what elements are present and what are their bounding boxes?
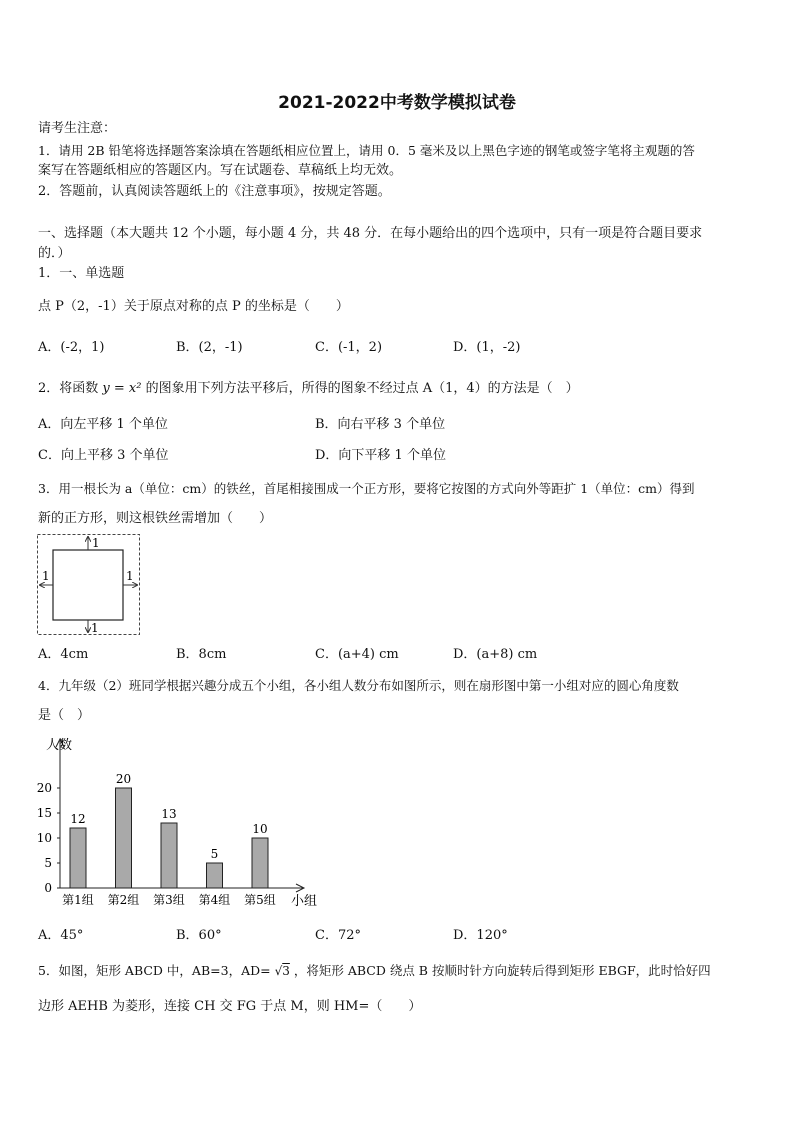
q5-sqrt: √3 (274, 964, 290, 978)
y-tick-label: 5 (44, 856, 52, 870)
q5-sqrt-value: 3 (282, 964, 290, 978)
bar (161, 823, 177, 888)
x-tick-label: 第4组 (198, 893, 231, 907)
bar-value-label: 13 (161, 807, 177, 821)
q1-number: 1．一、单选题 (38, 266, 125, 281)
q3-option-b: B．8cm (176, 647, 227, 662)
q4-option-b: B．60° (176, 928, 222, 943)
q2-option-a: A．向左平移 1 个单位 (38, 417, 168, 432)
q3-option-a: A．4cm (38, 647, 89, 662)
y-tick-label: 15 (36, 806, 52, 820)
q4-stem-line-1: 4．九年级（2）班同学根据兴趣分成五个小组，各小组人数分布如图所示，则在扇形图中第一小组对应的圆心角度数 (38, 678, 679, 693)
bar (207, 863, 223, 888)
bar (116, 788, 132, 888)
y-tick-label: 0 (44, 881, 52, 895)
q4-option-d: D．120° (453, 928, 508, 943)
q3-stem-line-1: 3．用一根长为 a（单位：cm）的铁丝，首尾相接围成一个正方形，要将它按图的方式向外等距扩 1（单位：cm）得到 (38, 481, 695, 496)
section-header-line-2: 的．） (38, 246, 71, 261)
q1-option-b: B．(2，-1) (176, 340, 243, 355)
bar (70, 828, 86, 888)
square-expansion-diagram (36, 533, 142, 637)
q4-option-c: C．72° (315, 928, 361, 943)
section-header-line-1: 一、选择题（本大题共 12 个小题，每小题 4 分，共 48 分．在每小题给出的四个选项中，只有一项是符合题目要求 (38, 226, 703, 241)
label-right: 1 (126, 569, 134, 583)
q2-option-b: B．向右平移 3 个单位 (315, 417, 446, 432)
q4-stem-line-2: 是（ ） (38, 708, 91, 723)
page-title: 2021-2022中考数学模拟试卷 (278, 93, 516, 113)
y-tick-label: 10 (36, 831, 52, 845)
q5-stem-line-1 (38, 962, 711, 980)
q2-stem-suffix: 的图象用下列方法平移后，所得的图象不经过点 A（1，4）的方法是（ ） (145, 381, 579, 396)
x-tick-label: 第5组 (244, 893, 276, 907)
bar-value-label: 20 (115, 772, 132, 786)
x-tick-label: 第1组 (62, 893, 94, 907)
q3-option-c: C．(a+4) cm (315, 647, 399, 662)
q1-stem: 点 P（2，-1）关于原点对称的点 P 的坐标是（ ） (38, 299, 349, 314)
x-tick-label: 第3组 (153, 893, 185, 907)
q5-stem-pre: 5．如图，矩形 ABCD 中，AB=3，AD= (38, 963, 271, 978)
q2-stem (38, 380, 579, 398)
q2-option-c: C．向上平移 3 个单位 (38, 448, 169, 463)
bar-value-label: 12 (70, 812, 86, 826)
bar-value-label: 10 (252, 822, 268, 836)
q5-stem-post: ，将矩形 ABCD 绕点 B 按顺时针方向旋转后得到矩形 EBGF，此时恰好四 (293, 963, 711, 978)
bar-value-label: 5 (210, 847, 219, 861)
q2-formula: y = x² (102, 381, 142, 396)
q3-stem-line-2: 新的正方形，则这根铁丝需增加（ ） (38, 511, 273, 526)
q1-option-d: D．(1，-2) (453, 340, 521, 355)
q1-option-c: C．(-1，2) (315, 340, 383, 355)
q3-option-d: D．(a+8) cm (453, 647, 538, 662)
q1-option-a: A．(-2，1) (38, 340, 105, 355)
y-axis-label: 人数 (46, 738, 73, 753)
group-bar-chart (32, 733, 332, 913)
notice-heading: 请考生注意： (38, 121, 117, 136)
q5-stem-line-2: 边形 AEHB 为菱形，连接 CH 交 FG 于点 M，则 HM=（ ） (38, 999, 422, 1014)
q2-stem-prefix: 2．将函数 (38, 381, 99, 396)
inner-square (53, 550, 123, 620)
label-bottom: 1 (91, 621, 99, 635)
x-tick-label: 第2组 (107, 893, 140, 907)
x-axis-label: 小组 (291, 894, 318, 909)
notice-item-1-line-2: 案写在答题纸相应的答题区内。写在试题卷、草稿纸上均无效。 (38, 163, 403, 178)
notice-item-2: 2．答题前，认真阅读答题纸上的《注意事项》，按规定答题。 (38, 184, 391, 199)
q2-option-d: D．向下平移 1 个单位 (315, 448, 446, 463)
y-tick-label: 20 (36, 781, 52, 795)
notice-item-1-line-1: 1．请用 2B 铅笔将选择题答案涂填在答题纸相应位置上，请用 0．5 毫米及以上黑色字迹的钢笔或签字笔将主观题的答 (38, 143, 695, 158)
label-left: 1 (42, 569, 50, 583)
bar (252, 838, 268, 888)
label-top: 1 (92, 536, 100, 550)
q4-option-a: A．45° (38, 928, 84, 943)
